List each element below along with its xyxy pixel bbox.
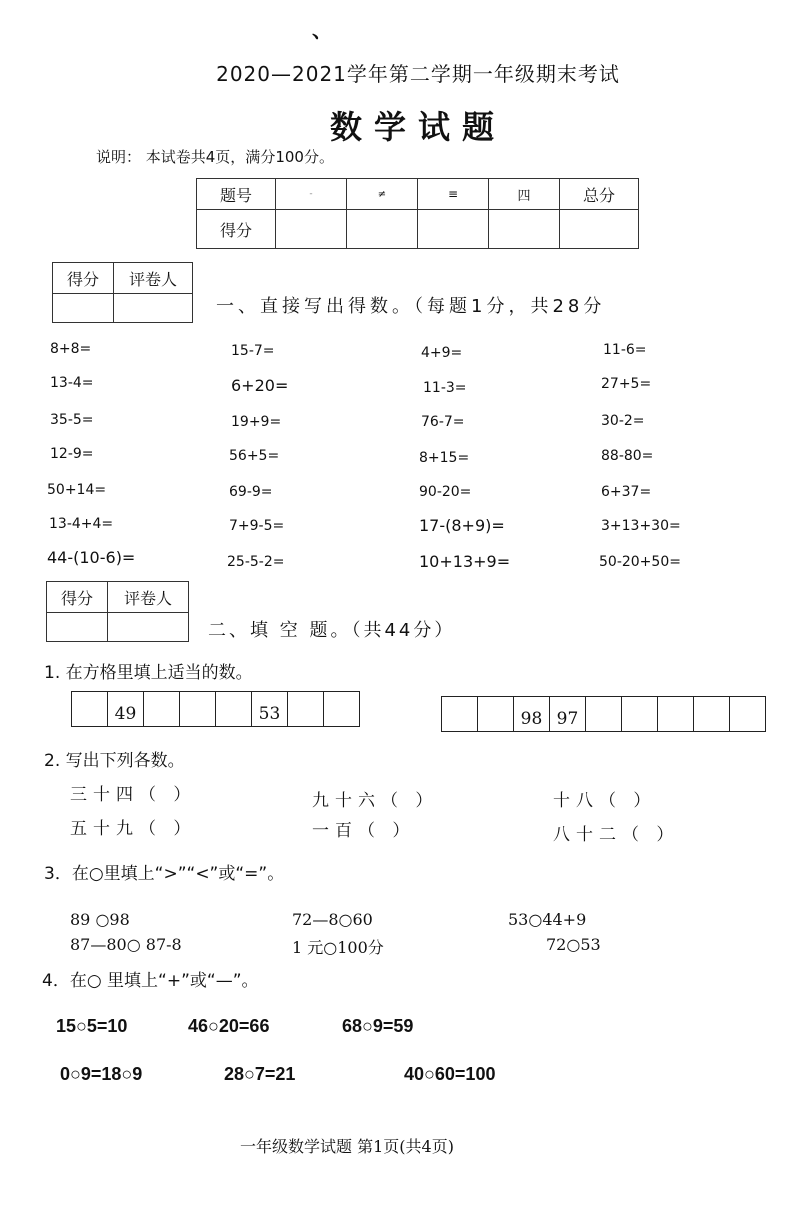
operator-item[interactable]: 28○7=21: [224, 1064, 296, 1084]
calc-item: 11-6=: [603, 342, 647, 358]
compare-item[interactable]: 72—8○60: [292, 910, 373, 929]
number-grid-right: [441, 696, 766, 732]
number-word-item[interactable]: 十八（ ）: [553, 791, 657, 811]
calc-item: 30-2=: [601, 413, 645, 429]
exam-title: 2020—2021学年第二学期一年级期末考试: [216, 62, 620, 86]
q4-label: 4．在○ 里填上“+”或“—”。: [42, 971, 259, 991]
calc-item: 56+5=: [229, 448, 280, 464]
grid-cell[interactable]: [288, 692, 324, 727]
calc-item: 25-5-2=: [227, 554, 285, 570]
number-word-item[interactable]: 八十二（ ）: [553, 825, 680, 845]
compare-item[interactable]: 53○44+9: [508, 910, 587, 929]
calc-item: 6+20=: [231, 376, 289, 395]
compare-item[interactable]: 89 ○98: [70, 910, 130, 929]
operator-item[interactable]: 40○60=100: [404, 1064, 496, 1084]
grid-cell[interactable]: [442, 697, 478, 732]
calc-item: 69-9=: [229, 484, 273, 500]
grid-cell[interactable]: [72, 692, 108, 727]
grid-cell[interactable]: 53: [252, 692, 288, 727]
score-blank-cell[interactable]: [560, 210, 639, 249]
operator-item[interactable]: 15○5=10: [56, 1016, 128, 1036]
compare-item[interactable]: 87—80○ 87-8: [70, 935, 182, 954]
score-header-cell: 题号: [197, 179, 276, 210]
calc-item: 4+9=: [421, 345, 463, 361]
calc-item: 12-9=: [50, 446, 94, 462]
calc-item: 27+5=: [601, 376, 652, 392]
score-row-label: 得分: [197, 210, 276, 249]
q3-label: 3．在○里填上“>”“<”或“=”。: [44, 864, 285, 884]
grid-cell[interactable]: 97: [550, 697, 586, 732]
grader-name-label: 评卷人: [108, 582, 189, 613]
score-table: [196, 178, 639, 249]
grid-cell[interactable]: [144, 692, 180, 727]
grader-box-2: [46, 581, 189, 642]
grid-cell[interactable]: [478, 697, 514, 732]
compare-item[interactable]: 1 元○100分: [292, 938, 384, 957]
calc-item: 10+13+9=: [419, 552, 511, 571]
grader-score-label: 得分: [53, 263, 114, 294]
grid-cell[interactable]: [694, 697, 730, 732]
calc-item: 7+9-5=: [229, 518, 285, 534]
calc-item: 50-20+50=: [599, 554, 681, 570]
grid-cell[interactable]: 98: [514, 697, 550, 732]
grader-score-blank[interactable]: [53, 294, 114, 323]
subject-title: 数学试题: [329, 108, 506, 146]
grader-name-blank[interactable]: [114, 294, 193, 323]
calc-item: 8+15=: [419, 450, 470, 466]
calc-item: 88-80=: [601, 448, 654, 464]
score-blank-cell[interactable]: [276, 210, 347, 249]
calc-item: 35-5=: [50, 412, 94, 428]
grid-cell[interactable]: [730, 697, 766, 732]
grid-cell[interactable]: 49: [108, 692, 144, 727]
number-word-item[interactable]: 一百（ ）: [312, 821, 416, 841]
score-header-cell: ≠: [347, 179, 418, 210]
number-word-item[interactable]: 五十九（ ）: [70, 819, 197, 839]
grader-box-1: [52, 262, 193, 323]
score-header-cell: ≡: [418, 179, 489, 210]
number-word-item[interactable]: 九十六（ ）: [312, 791, 439, 811]
grid-cell[interactable]: [622, 697, 658, 732]
q1-label: 1. 在方格里填上适当的数。: [44, 663, 253, 683]
page-footer: 一年级数学试题 第1页(共4页): [240, 1137, 454, 1156]
number-grid-left: [71, 691, 360, 727]
score-header-cell: 总分: [560, 179, 639, 210]
grader-name-blank[interactable]: [108, 613, 189, 642]
grid-cell[interactable]: [658, 697, 694, 732]
score-blank-cell[interactable]: [418, 210, 489, 249]
score-header-cell: -: [276, 179, 347, 210]
exam-note: 说明： 本试卷共4页，满分100分。: [96, 148, 334, 166]
operator-item[interactable]: 0○9=18○9: [60, 1064, 143, 1084]
score-blank-cell[interactable]: [489, 210, 560, 249]
calc-item: 44-(10-6)=: [47, 548, 136, 567]
grader-score-label: 得分: [47, 582, 108, 613]
calc-item: 15-7=: [231, 343, 275, 359]
calc-item: 19+9=: [231, 414, 282, 430]
calc-item: 17-(8+9)=: [419, 516, 505, 535]
calc-item: 50+14=: [47, 482, 107, 498]
grid-cell[interactable]: [324, 692, 360, 727]
calc-item: 8+8=: [50, 341, 92, 357]
calc-item: 76-7=: [421, 414, 465, 430]
score-header-cell: 四: [489, 179, 560, 210]
grader-score-blank[interactable]: [47, 613, 108, 642]
grid-cell[interactable]: [586, 697, 622, 732]
calc-item: 13-4=: [50, 375, 94, 391]
grader-name-label: 评卷人: [114, 263, 193, 294]
operator-item[interactable]: 68○9=59: [342, 1016, 414, 1036]
calc-item: 3+13+30=: [601, 518, 681, 534]
section1-title: 一、直接写出得数。（每题1分，共28分: [216, 296, 606, 317]
calc-item: 90-20=: [419, 484, 472, 500]
calc-item: 11-3=: [423, 380, 467, 396]
q2-label: 2. 写出下列各数。: [44, 751, 185, 771]
compare-item[interactable]: 72○53: [546, 935, 601, 954]
grid-cell[interactable]: [216, 692, 252, 727]
score-blank-cell[interactable]: [347, 210, 418, 249]
section2-title: 二、填 空 题。（共44分）: [208, 620, 456, 641]
calc-item: 13-4+4=: [49, 516, 114, 532]
operator-item[interactable]: 46○20=66: [188, 1016, 270, 1036]
grid-cell[interactable]: [180, 692, 216, 727]
stray-mark: 、: [312, 18, 332, 42]
number-word-item[interactable]: 三十四（ ）: [70, 785, 197, 805]
calc-item: 6+37=: [601, 484, 652, 500]
